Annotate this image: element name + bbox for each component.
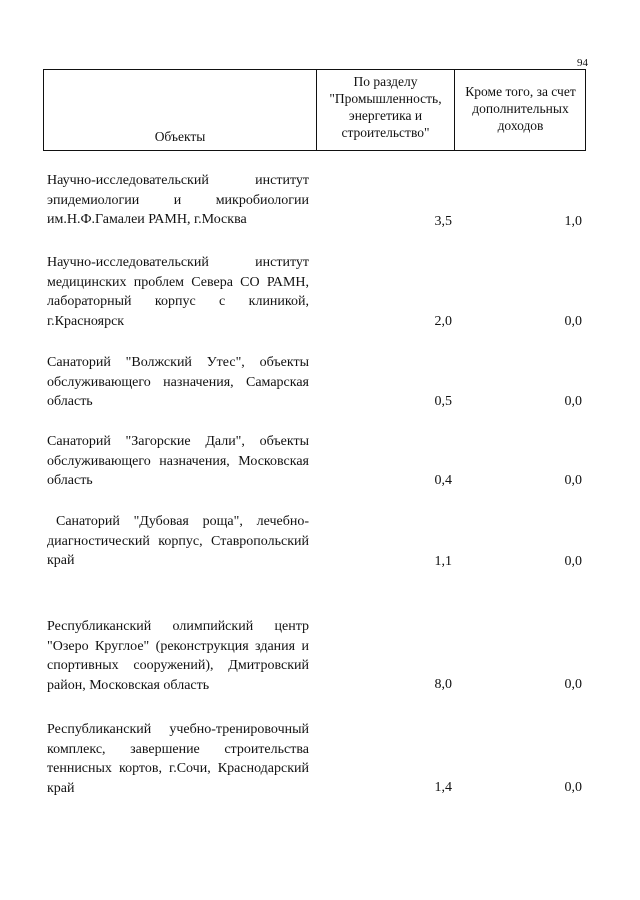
row-object: Санаторий "Волжский Утес", объекты обслуживающего назначения, Самарская область [47, 355, 309, 409]
header-section-line: "Промышленность, [329, 91, 442, 106]
header-extra-line: Кроме того, за счет [465, 84, 576, 99]
header-extra-line: доходов [497, 118, 544, 133]
page-number: 94 [577, 57, 588, 69]
header-objects [44, 70, 317, 150]
row-extra-value: 0,0 [564, 677, 582, 692]
row-extra-value: 0,0 [564, 780, 582, 795]
row-object: Республиканский учебно-тренировочный комплекс, завершение строительства теннисных кортов, г.Сочи, Краснодарский край [47, 722, 309, 796]
row-section-value: 0,5 [434, 394, 452, 409]
row-object: Санаторий "Загорские Дали", объекты обслуживающего назначения, Московская область [47, 434, 309, 488]
header-section-line: По разделу [353, 74, 418, 89]
header-extra-line: дополнительных [472, 101, 569, 116]
row-section-value: 1,4 [434, 780, 452, 795]
header-extra [455, 70, 586, 150]
row-object: Научно-исследовательский институт медицинских проблем Севера СО РАМН, лабораторный корпус с клиникой, г.Красноярск [47, 255, 309, 329]
row-extra-value: 0,0 [564, 394, 582, 409]
row-section-value: 1,1 [434, 554, 452, 569]
header-section-line: энергетика и [348, 108, 423, 123]
table-header [43, 69, 586, 151]
header-section-line: строительство" [341, 125, 430, 140]
row-section-value: 3,5 [434, 214, 452, 229]
row-extra-value: 1,0 [564, 214, 582, 229]
row-section-value: 8,0 [434, 677, 452, 692]
row-section-value: 0,4 [434, 473, 452, 488]
header-section [317, 70, 455, 150]
row-extra-value: 0,0 [564, 314, 582, 329]
row-extra-value: 0,0 [564, 473, 582, 488]
row-extra-value: 0,0 [564, 554, 582, 569]
row-object: Научно-исследовательский институт эпидемиологии и микробиологии им.Н.Ф.Гамалеи РАМН, г.Москва [47, 173, 309, 227]
header-objects-label: Объекты [154, 129, 206, 144]
row-section-value: 2,0 [434, 314, 452, 329]
row-object: Санаторий "Дубовая роща", лечебно-диагностический корпус, Ставропольский край [47, 514, 309, 568]
row-object: Республиканский олимпийский центр "Озеро Круглое" (реконструкция здания и спортивных сооружений), Дмитровский район, Московская область [47, 619, 309, 693]
